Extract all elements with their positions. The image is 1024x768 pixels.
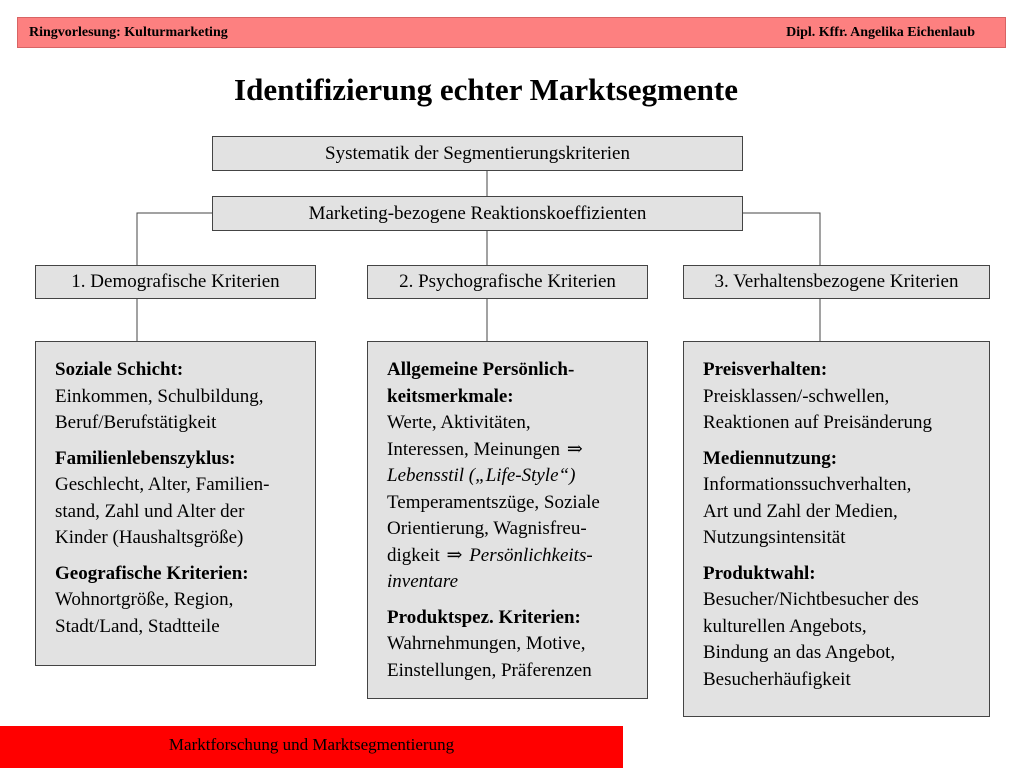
section-heading: Allgemeine Persönlich-	[387, 359, 575, 380]
section-heading: Familienlebenszyklus:	[55, 447, 236, 469]
section-geografische-kriterien	[55, 561, 305, 641]
section-line: Temperamentszüge, Soziale	[387, 491, 600, 513]
inventare-text: inventare	[387, 571, 459, 592]
section-line	[387, 569, 637, 596]
section-soziale-schicht	[55, 357, 305, 437]
section-line: Reaktionen auf Preisänderung	[703, 412, 932, 433]
section-line: Informationssuchverhalten,	[703, 474, 912, 495]
persoenlichkeits-text: Persönlichkeits-	[469, 544, 593, 566]
section-line	[387, 463, 637, 490]
section-line	[387, 543, 637, 570]
section-heading: Soziale Schicht:	[55, 359, 184, 380]
section-line: Einstellungen, Präferenzen	[387, 659, 592, 681]
section-line: Nutzungsintensität	[703, 527, 846, 548]
section-line: Art und Zahl der Medien,	[703, 500, 898, 522]
section-line: stand, Zahl und Alter der	[55, 500, 245, 522]
detail-box-psychografisch	[367, 341, 648, 699]
section-line: Orientierung, Wagnisfreu-	[387, 518, 587, 539]
lebensstil-text: Lebensstil („Life-Style“)	[387, 465, 576, 486]
level2-node: Marketing-bezogene Reaktionskoeffizienten	[212, 196, 743, 231]
detail-box-verhaltensbezogen	[683, 341, 990, 717]
section-line: Kinder (Haushaltsgröße)	[55, 527, 244, 548]
section-mediennutzung	[703, 446, 979, 552]
implies-arrow-icon: ⇒	[566, 438, 583, 460]
root-node: Systematik der Segmentierungskriterien	[212, 136, 743, 171]
section-line: Stadt/Land, Stadtteile	[55, 615, 220, 637]
section-line: Preisklassen/-schwellen,	[703, 385, 890, 407]
section-heading: Produktwahl:	[703, 562, 816, 584]
section-line: Besucherhäufigkeit	[703, 668, 851, 690]
implies-arrow-icon: ⇒	[446, 544, 463, 566]
author-name: Dipl. Kffr. Angelika Eichenlaub	[786, 25, 975, 40]
section-line	[387, 437, 637, 464]
category-verhaltensbezogen: 3. Verhaltensbezogene Kriterien	[683, 265, 990, 299]
line-text: digkeit	[387, 544, 440, 566]
course-title: Ringvorlesung: Kulturmarketing	[29, 25, 228, 40]
section-line: Werte, Aktivitäten,	[387, 412, 531, 433]
section-line: Wohnortgröße, Region,	[55, 589, 234, 610]
category-psychografisch: 2. Psychografische Kriterien	[367, 265, 648, 299]
section-produktspez-kriterien	[387, 605, 637, 685]
connector-level2-right	[743, 213, 820, 265]
section-line: kulturellen Angebots,	[703, 615, 867, 637]
section-line: Wahrnehmungen, Motive,	[387, 633, 586, 654]
section-line: Besucher/Nichtbesucher des	[703, 589, 919, 610]
section-heading: Produktspez. Kriterien:	[387, 606, 581, 628]
section-line: Bindung an das Angebot,	[703, 642, 896, 663]
detail-box-demografisch	[35, 341, 316, 666]
section-heading: Geografische Kriterien:	[55, 562, 249, 584]
connector-level2-left	[137, 213, 212, 265]
section-line: Beruf/Berufstätigkeit	[55, 412, 217, 433]
section-heading: Preisverhalten:	[703, 359, 828, 380]
section-preisverhalten	[703, 357, 979, 437]
footer-bar	[0, 726, 623, 768]
section-familienlebenszyklus	[55, 446, 305, 552]
page-title: Identifizierung echter Marktsegmente	[234, 72, 738, 107]
section-heading: keitsmerkmale:	[387, 385, 514, 407]
section-persoenlichkeitsmerkmale	[387, 357, 637, 596]
category-demografisch: 1. Demografische Kriterien	[35, 265, 316, 299]
section-heading: Mediennutzung:	[703, 447, 838, 469]
line-text: Interessen, Meinungen	[387, 438, 561, 460]
section-produktwahl	[703, 561, 979, 694]
section-line: Einkommen, Schulbildung,	[55, 385, 264, 407]
section-line: Geschlecht, Alter, Familien-	[55, 474, 270, 495]
footer-title: Marktforschung und Marktsegmentierung	[168, 735, 455, 754]
